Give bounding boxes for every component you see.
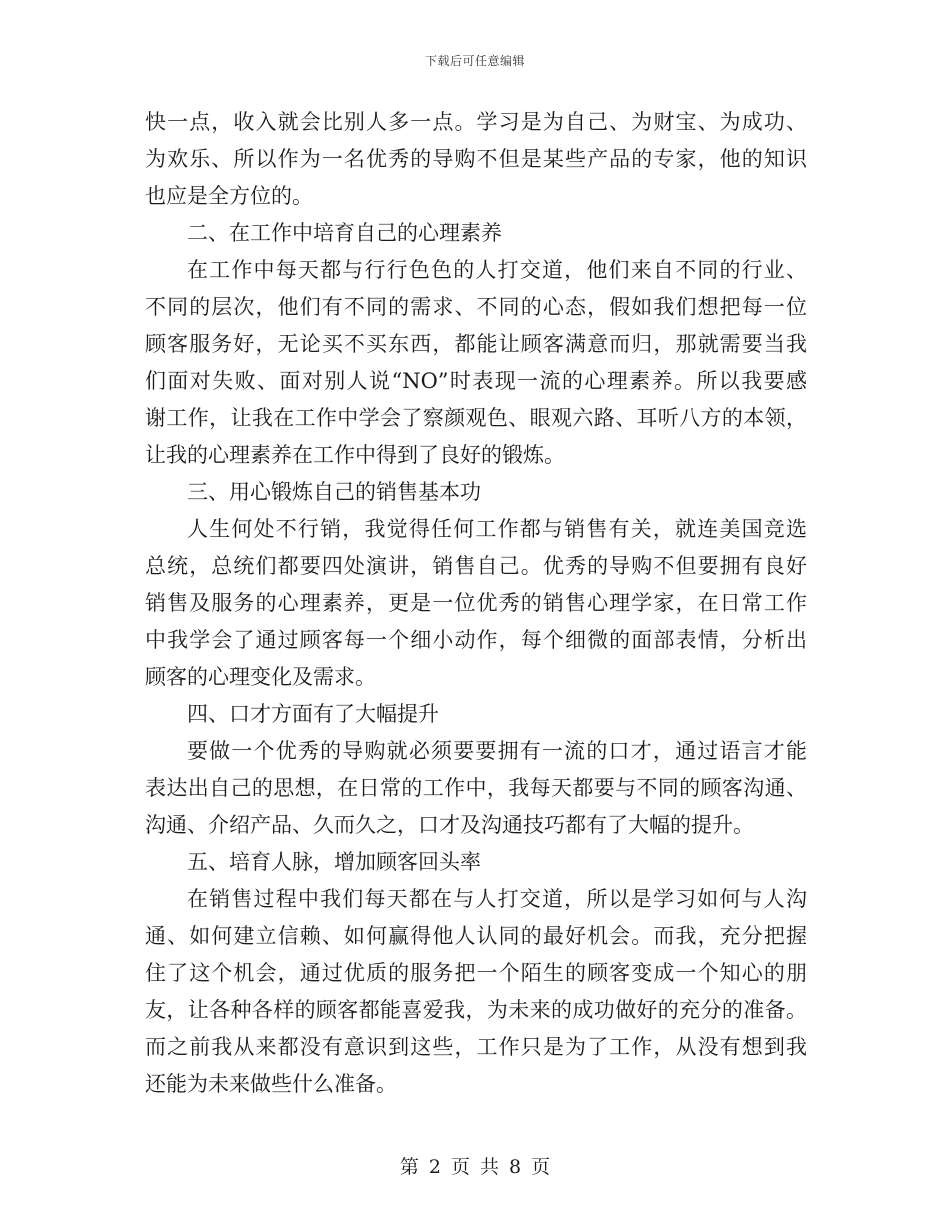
text-line: 顾客的心理变化及需求。 bbox=[145, 665, 376, 689]
text-line: 让我的心理素养在工作中得到了良好的锻炼。 bbox=[145, 443, 565, 467]
text-line: 住了这个机会，通过优质的服务把一个陌生的顾客变成一个知心的朋 bbox=[145, 961, 807, 985]
text-line: 们面对失败、面对别人说“NO”时表现一流的心理素养。所以我要感 bbox=[145, 369, 807, 393]
text-line: 顾客服务好，无论买不买东西，都能让顾客满意而归，那就需要当我 bbox=[145, 332, 807, 356]
text-line: 在工作中每天都与行行色色的人打交道，他们来自不同的行业、 bbox=[187, 258, 807, 282]
section-heading: 三、用心锻炼自己的销售基本功 bbox=[187, 480, 481, 504]
text-line: 不同的层次，他们有不同的需求、不同的心态，假如我们想把每一位 bbox=[145, 295, 807, 319]
text-line: 友，让各种各样的顾客都能喜爱我，为未来的成功做好的充分的准备。 bbox=[145, 998, 807, 1022]
text-line: 表达出自己的思想，在日常的工作中，我每天都要与不同的顾客沟通、 bbox=[145, 776, 807, 800]
section-heading: 二、在工作中培育自己的心理素养 bbox=[187, 221, 502, 245]
text-line: 人生何处不行销，我觉得任何工作都与销售有关，就连美国竞选 bbox=[187, 517, 807, 541]
section-heading: 四、口才方面有了大幅提升 bbox=[187, 702, 439, 726]
text-line: 通、如何建立信赖、如何赢得他人认同的最好机会。而我，充分把握 bbox=[145, 924, 807, 948]
text-line: 总统，总统们都要四处演讲，销售自己。优秀的导购不但要拥有良好 bbox=[145, 554, 807, 578]
text-line: 沟通、介绍产品、久而久之，口才及沟通技巧都有了大幅的提升。 bbox=[145, 813, 754, 837]
text-line: 中我学会了通过顾客每一个细小动作，每个细微的面部表情，分析出 bbox=[145, 628, 807, 652]
text-line: 谢工作，让我在工作中学会了察颜观色、眼观六路、耳听八方的本领， bbox=[145, 406, 807, 430]
text-line: 要做一个优秀的导购就必须要要拥有一流的口才，通过语言才能 bbox=[187, 739, 807, 763]
text-line: 而之前我从来都没有意识到这些，工作只是为了工作，从没有想到我 bbox=[145, 1035, 807, 1059]
document-body bbox=[145, 104, 807, 1103]
text-line: 也应是全方位的。 bbox=[145, 184, 313, 208]
text-line: 快一点，收入就会比别人多一点。学习是为自己、为财宝、为成功、 bbox=[145, 110, 807, 134]
page-header: 下载后可任意编辑 bbox=[424, 54, 525, 68]
page-number: 第 2 页 共 8 页 bbox=[399, 1156, 551, 1178]
text-line: 为欢乐、所以作为一名优秀的导购不但是某些产品的专家，他的知识 bbox=[145, 147, 807, 171]
text-line: 还能为未来做些什么准备。 bbox=[145, 1072, 397, 1096]
text-line: 在销售过程中我们每天都在与人打交道，所以是学习如何与人沟 bbox=[187, 887, 807, 911]
section-heading: 五、培育人脉，增加顾客回头率 bbox=[187, 850, 481, 874]
text-line: 销售及服务的心理素养，更是一位优秀的销售心理学家，在日常工作 bbox=[145, 591, 807, 615]
